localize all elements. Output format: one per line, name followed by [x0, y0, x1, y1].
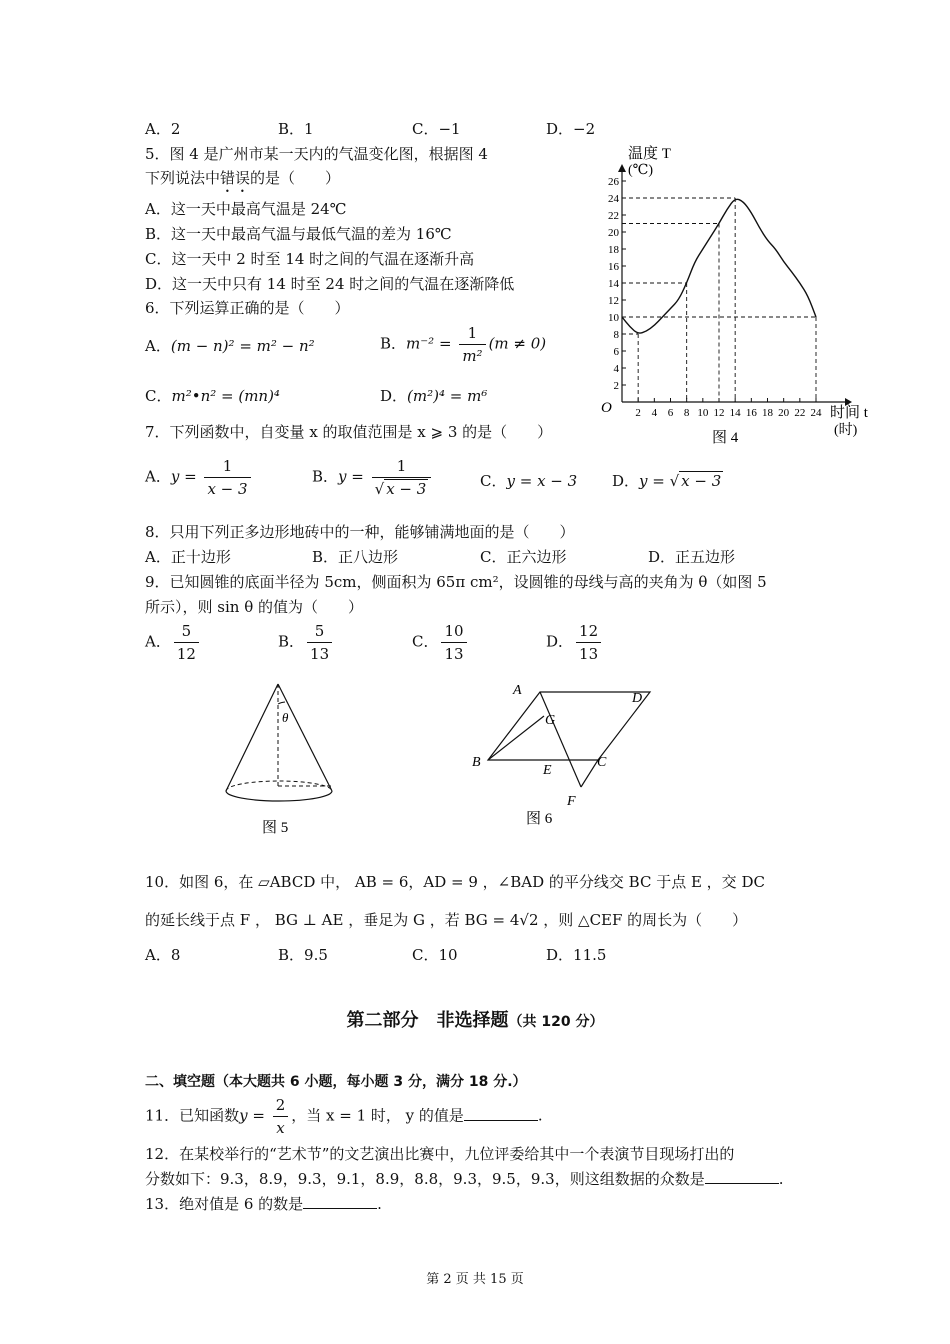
q11: 11．已知函数y = $\frac{2}{x}$ ，当 x = 1 时， y 的值是 .	[145, 1096, 543, 1137]
label-b: B	[472, 755, 481, 770]
q6-option-b: B．m⁻² = $\frac{1}{\text{m²}}$ (m ≠ 0)	[380, 324, 547, 365]
y-tick-label: 24	[608, 193, 619, 205]
q8-option-c: C．正六边形	[480, 548, 567, 566]
q8-option-a: A．正十边形	[145, 548, 231, 566]
y-tick-label: 6	[613, 346, 619, 358]
q5-stem-line1: 5．图 4 是广州市某一天内的气温变化图，根据图 4	[145, 145, 488, 163]
q7-option-a: A．y = $\frac{1}{x - 3}$	[145, 455, 254, 500]
q12-line2: 分数如下：9.3，8.9，9.3，9.1，8.9，8.8，9.3，9.5，9.3，则这组数据的众数是 .	[145, 1170, 784, 1188]
x-tick-label: 2	[635, 407, 641, 419]
x-tick-label: 14	[729, 407, 741, 419]
q6-option-c: C．m²•n² = (mn)⁴	[145, 387, 280, 405]
y-tick-label: 14	[608, 278, 619, 290]
section2-heading: 二、填空题（本大题共 6 小题，每小题 3 分，满分 18 分.）	[145, 1074, 527, 1090]
label-f: F	[567, 794, 576, 809]
x-tick-label: 6	[667, 407, 674, 419]
q7-option-d: D．y = √ x − 3	[612, 472, 722, 490]
label-e: E	[543, 763, 552, 778]
q11-answer-blank[interactable]	[464, 1106, 538, 1121]
label-c: C	[597, 755, 607, 770]
x-tick-label: 22	[794, 407, 806, 419]
y-tick-label: 22	[608, 210, 619, 222]
parallelogram-figure	[468, 680, 668, 830]
chart-ylabel: 温度 T	[628, 146, 671, 162]
q12-line1: 12．在某校举行的“艺术节”的文艺演出比赛中，九位评委给其中一个表演节目现场打出的	[145, 1145, 735, 1163]
cone-angle-label: θ	[282, 710, 289, 725]
q5-stem-line2: 下列说法中错误的是（ ）	[145, 169, 341, 187]
q10-line2: 的延长线于点 F ， BG ⊥ AE ，垂足为 G ，若 BG = 4√2 ，则 △CEF 的周长为（ ）	[145, 911, 748, 929]
y-tick-label: 2	[613, 380, 619, 392]
x-tick-label: 24	[810, 407, 822, 419]
chart-xlabel: 时间 t	[830, 405, 868, 421]
q13-answer-blank[interactable]	[303, 1194, 377, 1209]
x-tick-label: 18	[762, 407, 773, 419]
y-tick-label: 18	[608, 244, 619, 256]
cone-figure	[215, 680, 355, 840]
temperature-chart	[590, 140, 880, 450]
q8-option-d: D．正五边形	[648, 548, 736, 566]
y-tick-label: 20	[608, 227, 619, 239]
q10-line1: 10．如图 6，在 ▱ABCD 中， AB = 6，AD = 9 ，∠BAD 的平分线交 BC 于点 E ，交 DC	[145, 873, 765, 891]
q9-option-b: B． $\frac{5}{13}$	[278, 620, 335, 665]
q6-stem: 6．下列运算正确的是（ ）	[145, 299, 350, 317]
q10-option-a: A．8	[145, 946, 181, 964]
q9-line1: 9．已知圆锥的底面半径为 5cm，侧面积为 65π cm²，设圆锥的母线与高的夹角为 θ（如图 5	[145, 573, 767, 591]
chart-xunit: (时)	[834, 423, 858, 438]
label-g: G	[545, 713, 556, 728]
q5-option-d: D．这一天中只有 14 时至 24 时之间的气温在逐渐降低	[145, 275, 515, 293]
x-tick-label: 8	[683, 407, 690, 419]
q6-option-d: D．(m²)⁴ = m⁶	[380, 387, 488, 405]
fig5-caption: 图 5	[262, 820, 289, 836]
page-footer: 第 2 页 共 15 页	[426, 1272, 524, 1287]
q4-option-d: D．−2	[546, 120, 596, 138]
q6-option-a: A．(m − n)² = m² − n²	[145, 337, 315, 355]
y-tick-label: 8	[613, 329, 619, 341]
q5-option-c: C．这一天中 2 时至 14 时之间的气温在逐渐升高	[145, 250, 475, 268]
q13: 13．绝对值是 6 的数是 .	[145, 1195, 382, 1213]
y-tick-label: 16	[608, 261, 619, 273]
q5-option-b: B．这一天中最高气温与最低气温的差为 16℃	[145, 225, 452, 243]
q4-option-a: A．2	[145, 120, 181, 138]
y-tick-label: 12	[608, 295, 619, 307]
label-a: A	[513, 683, 522, 698]
q4-option-c: C．−1	[412, 120, 461, 138]
q9-line2: 所示），则 sin θ 的值为（ ）	[145, 598, 363, 616]
q6-b-fraction: $\frac{1}{\text{m²}}$	[459, 322, 485, 367]
q8-option-b: B．正八边形	[312, 548, 399, 566]
q7-stem: 7．下列函数中，自变量 x 的取值范围是 x ⩾ 3 的是（ ）	[145, 423, 553, 441]
q5-emphasis: 错误	[220, 169, 251, 187]
y-tick-label: 26	[608, 176, 619, 188]
y-tick-label: 4	[613, 363, 619, 375]
q12-answer-blank[interactable]	[705, 1169, 779, 1184]
q9-option-c: C． $\frac{10}{13}$	[412, 620, 470, 665]
chart-yunit: (℃)	[628, 163, 653, 178]
x-tick-label: 10	[697, 407, 709, 419]
q5-option-a: A．这一天中最高气温是 24℃	[145, 200, 347, 218]
q7-option-c: C．y = x − 3	[480, 472, 578, 490]
x-tick-label: 12	[713, 407, 725, 419]
q10-option-d: D．11.5	[546, 946, 607, 964]
label-d: D	[632, 691, 643, 706]
chart-origin: O	[601, 400, 612, 416]
x-tick-label: 16	[745, 407, 757, 419]
q8-stem: 8．只用下列正多边形地砖中的一种，能够铺满地面的是（ ）	[145, 523, 575, 541]
fig6-caption: 图 6	[526, 811, 553, 827]
q7-option-b: B．y = $\frac{1}{√ x - 3}$	[312, 455, 434, 500]
part2-heading: 第二部分 非选择题（共 120 分）	[346, 1010, 604, 1031]
q10-option-b: B．9.5	[278, 946, 328, 964]
q9-option-a: A． $\frac{5}{12}$	[145, 620, 202, 665]
q4-option-b: B．1	[278, 120, 314, 138]
chart-caption: 图 4	[712, 430, 739, 446]
x-tick-label: 4	[651, 407, 658, 419]
y-axis-arrow	[618, 164, 626, 172]
q9-option-d: D． $\frac{12}{13}$	[546, 620, 604, 665]
q10-option-c: C．10	[412, 946, 458, 964]
y-tick-label: 10	[608, 312, 619, 324]
x-tick-label: 20	[778, 407, 790, 419]
